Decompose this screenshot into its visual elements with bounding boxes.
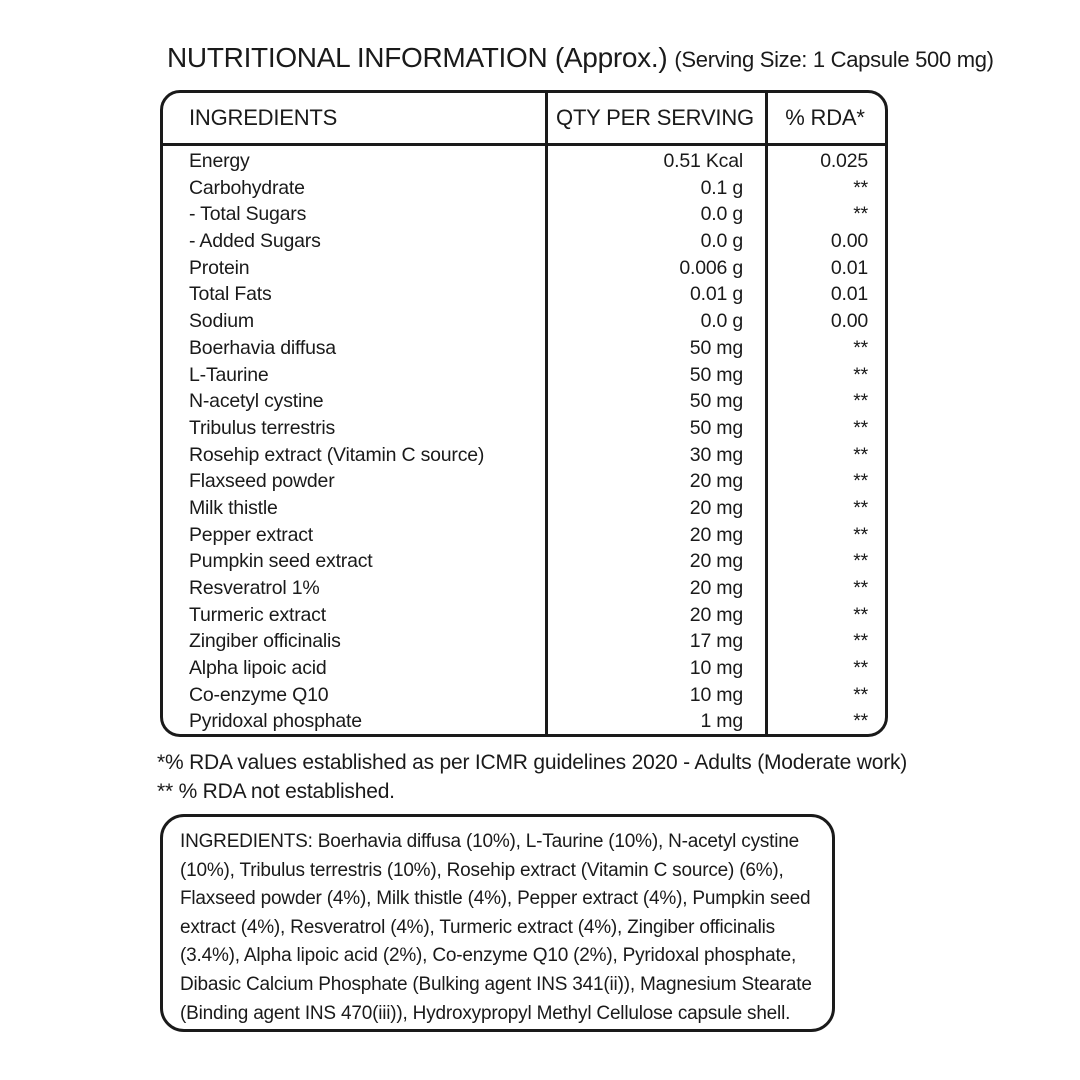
- table-row: [163, 575, 885, 602]
- table-row: [163, 602, 885, 629]
- table-row: [163, 682, 885, 709]
- table-row: [163, 255, 885, 282]
- cell-qty: 50 mg: [689, 416, 743, 439]
- cell-ingredient: Co-enzyme Q10: [189, 683, 329, 706]
- cell-qty: 0.01 g: [689, 283, 743, 306]
- cell-rda: **: [853, 390, 868, 413]
- cell-ingredient: Resveratrol 1%: [189, 577, 320, 599]
- title-main: NUTRITIONAL INFORMATION (Approx.): [167, 42, 668, 73]
- cell-ingredient: Protein: [189, 256, 250, 279]
- page-title: [167, 42, 994, 74]
- cell-qty: 20 mg: [689, 496, 743, 519]
- cell-rda: **: [853, 657, 868, 680]
- cell-rda: **: [853, 336, 868, 359]
- cell-rda: 0.00: [830, 310, 868, 333]
- cell-rda: **: [853, 203, 868, 226]
- cell-qty: 10 mg: [689, 683, 743, 706]
- cell-qty: 50 mg: [689, 390, 743, 413]
- cell-ingredient: N-acetyl cystine: [189, 390, 324, 413]
- cell-rda: **: [853, 176, 868, 199]
- cell-rda: **: [853, 416, 868, 439]
- cell-qty: 0.0 g: [700, 230, 743, 253]
- cell-ingredient: Total Fats: [189, 283, 272, 306]
- table-row: [163, 308, 885, 335]
- cell-rda: **: [853, 496, 868, 519]
- cell-ingredient: Zingiber officinalis: [189, 630, 341, 653]
- footnotes: [157, 748, 907, 806]
- cell-ingredient: Carbohydrate: [189, 176, 305, 199]
- cell-rda: **: [853, 603, 868, 626]
- table-row: [163, 708, 885, 735]
- cell-ingredient: Alpha lipoic acid: [189, 657, 327, 680]
- cell-rda: **: [853, 523, 868, 546]
- header-qty-per-serving: QTY PER SERVING: [556, 105, 754, 130]
- cell-rda: 0.01: [830, 283, 868, 306]
- table-row: [163, 655, 885, 682]
- cell-qty: 0.0 g: [700, 310, 743, 333]
- cell-ingredient: Energy: [189, 150, 250, 172]
- cell-qty: 50 mg: [689, 336, 743, 359]
- cell-qty: 0.006 g: [679, 256, 743, 279]
- cell-rda: **: [853, 550, 868, 573]
- table-row: [163, 415, 885, 442]
- cell-ingredient: Pyridoxal phosphate: [189, 710, 362, 733]
- cell-ingredient: Pepper extract: [189, 523, 314, 546]
- cell-qty: 0.0 g: [700, 203, 743, 226]
- cell-ingredient: Flaxseed powder: [189, 470, 335, 493]
- cell-qty: 20 mg: [689, 577, 743, 599]
- nutrition-table: [160, 90, 888, 737]
- cell-qty: 0.51 Kcal: [663, 150, 743, 172]
- cell-ingredient: Boerhavia diffusa: [189, 336, 336, 359]
- table-header-row: [163, 93, 885, 146]
- table-row: [163, 468, 885, 495]
- table-row: [163, 148, 885, 175]
- footnote-rda-established: *% RDA values established as per ICMR guidelines 2020 - Adults (Moderate work): [157, 751, 908, 774]
- cell-rda: **: [853, 683, 868, 706]
- cell-rda: **: [853, 630, 868, 653]
- cell-qty: 17 mg: [689, 630, 743, 653]
- cell-qty: 50 mg: [689, 363, 743, 386]
- cell-rda: 0.025: [820, 150, 868, 172]
- table-row: [163, 388, 885, 415]
- table-body: [163, 146, 885, 735]
- cell-ingredient: Turmeric extract: [189, 603, 326, 626]
- table-row: [163, 335, 885, 362]
- table-row: [163, 495, 885, 522]
- cell-ingredient: Sodium: [189, 310, 254, 333]
- cell-qty: 20 mg: [689, 603, 743, 626]
- cell-ingredient: - Added Sugars: [189, 230, 321, 253]
- cell-qty: 20 mg: [689, 470, 743, 493]
- column-divider-2: [765, 93, 768, 734]
- ingredients-box: [160, 814, 835, 1032]
- cell-qty: 20 mg: [689, 523, 743, 546]
- column-divider-1: [545, 93, 548, 734]
- table-row: [163, 281, 885, 308]
- cell-rda: 0.00: [830, 230, 868, 253]
- table-row: [163, 628, 885, 655]
- ingredients-text: INGREDIENTS: Boerhavia diffusa (10%), L-Taurine (10%), N-acetyl cystine (10%), Tribulus terrestris (10%), Rosehip extract (Vitamin C source) (6%), Flaxseed powder (4%), Milk thistle (4%), Pepper extract (4%), Pumpkin seed extract (4%), Resveratrol (4%), Turmeric extract (4%), Zingiber officinalis (3.4%), Alpha lipoic acid (2%), Co-enzyme Q10 (2%), Pyridoxal phosphate, Dibasic Calcium Phosphate (Bulking agent INS 341(ii)), Magnesium Stearate (Binding agent INS 470(iii)), Hydroxypropyl Methyl Cellulose capsule shell.: [180, 831, 812, 1024]
- cell-qty: 20 mg: [689, 550, 743, 573]
- cell-qty: 10 mg: [689, 657, 743, 680]
- header-rda: % RDA*: [785, 105, 865, 130]
- cell-ingredient: Tribulus terrestris: [189, 416, 336, 439]
- table-row: [163, 201, 885, 228]
- cell-qty: 0.1 g: [700, 176, 743, 199]
- cell-ingredient: - Total Sugars: [189, 203, 307, 226]
- cell-rda: **: [853, 710, 868, 733]
- table-row: [163, 362, 885, 389]
- table-row: [163, 175, 885, 202]
- cell-rda: **: [853, 443, 868, 466]
- footnote-rda-not-established: ** % RDA not established.: [157, 780, 395, 803]
- cell-ingredient: Pumpkin seed extract: [189, 550, 373, 573]
- cell-qty: 30 mg: [689, 443, 743, 466]
- cell-rda: **: [853, 470, 868, 493]
- cell-rda: 0.01: [830, 256, 868, 279]
- cell-ingredient: Milk thistle: [189, 496, 278, 519]
- cell-rda: **: [853, 363, 868, 386]
- cell-qty: 1 mg: [700, 710, 743, 733]
- serving-size-label: (Serving Size: 1 Capsule 500 mg): [674, 47, 994, 72]
- cell-rda: **: [853, 577, 868, 599]
- table-row: [163, 442, 885, 469]
- header-ingredients: INGREDIENTS: [189, 105, 338, 130]
- table-row: [163, 228, 885, 255]
- cell-ingredient: Rosehip extract (Vitamin C source): [189, 443, 485, 466]
- cell-ingredient: L-Taurine: [189, 363, 269, 386]
- table-row: [163, 522, 885, 549]
- table-row: [163, 548, 885, 575]
